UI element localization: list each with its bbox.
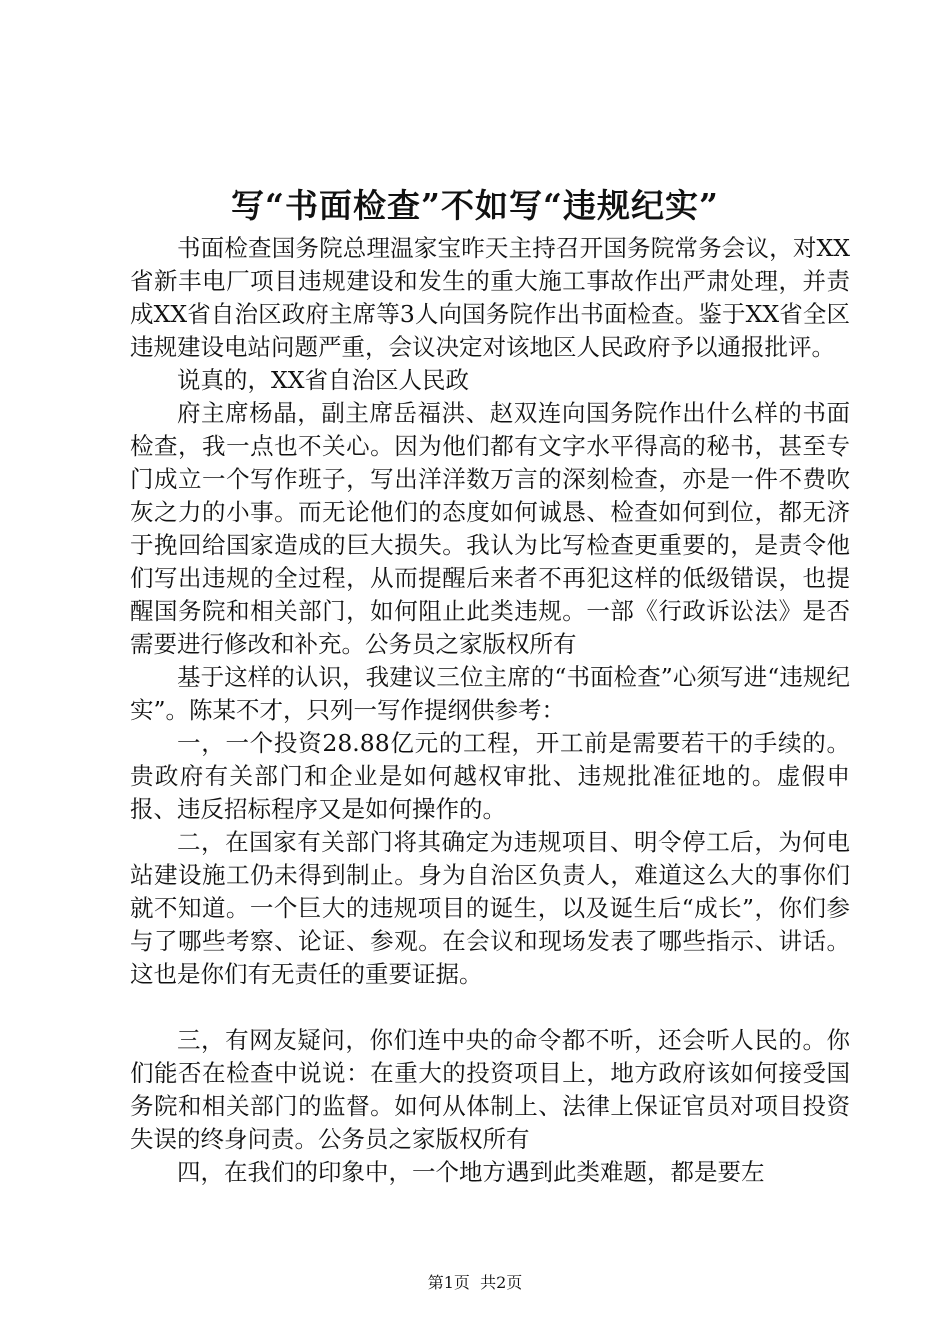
paragraph-opinion-start: 说真的，XX省自治区人民政 [177,366,469,394]
document-title: 写“书面检查”不如写“违规纪实” [231,186,719,225]
paragraph-opinion: 府主席杨晶，副主席岳福洪、赵双连向国务院作出什么样的书面检查，我一点也不关心。因为他们都有文字水平得高的秘书，甚至专门成立一个写作班子，写出洋洋数万言的深刻检查，亦是一件不费吹灰之力的小事。而无论他们的态度如何诚恳、检查如何到位，都无济于挽回给国家造成的巨大损失。我认为比写检查更重要的，是责令他们写出违规的全过程，从而提醒后来者不再犯这样的低级错误，也提醒国务院和相关部门，如何阻止此类违规。一部《行政诉讼法》是否需要进行修改和补充。公务员之家版权所有 [130,399,850,658]
page-footer [0,1272,950,1294]
document-body [130,232,850,1189]
paragraph-intro: 书面检查国务院总理温家宝昨天主持召开国务院常务会议，对XX省新丰电厂项目违规建设和发生的重大施工事故作出严肃处理，并责成XX省自治区政府主席等3人向国务院作出书面检查。鉴于XX省全区违规建设电站问题严重，会议决定对该地区人民政府予以通报批评。 [130,234,850,361]
paragraph-point-one: 一，一个投资28.88亿元的工程，开工前是需要若干的手续的。贵政府有关部门和企业是如何越权审批、违规批准征地的。虚假申报、违反招标程序又是如何操作的。 [130,729,850,823]
paragraph-point-four: 四，在我们的印象中，一个地方遇到此类难题，都是要左 [177,1158,765,1186]
paragraph-point-three: 三，有网友疑问，你们连中央的命令都不听，还会听人民的。你们能否在检查中说说：在重大的投资项目上，地方政府该如何接受国务院和相关部门的监督。如何从体制上、法律上保证官员对项目投资失误的终身问责。公务员之家版权所有 [130,1026,850,1153]
paragraph-proposal: 基于这样的认识，我建议三位主席的“书面检查”心须写进“违规纪实”。陈某不才，只列一写作提纲供参考： [130,663,850,724]
paragraph-point-two: 二，在国家有关部门将其确定为违规项目、明令停工后，为何电站建设施工仍未得到制止。身为自治区负责人，难道这么大的事你们就不知道。一个巨大的违规项目的诞生，以及诞生后“成长”，你们参与了哪些考察、论证、参观。在会议和现场发表了哪些指示、讲话。这也是你们有无责任的重要证据。 [130,828,850,988]
page-number-current: 第1页 [427,1273,470,1292]
page-number-total: 共2页 [480,1273,523,1292]
